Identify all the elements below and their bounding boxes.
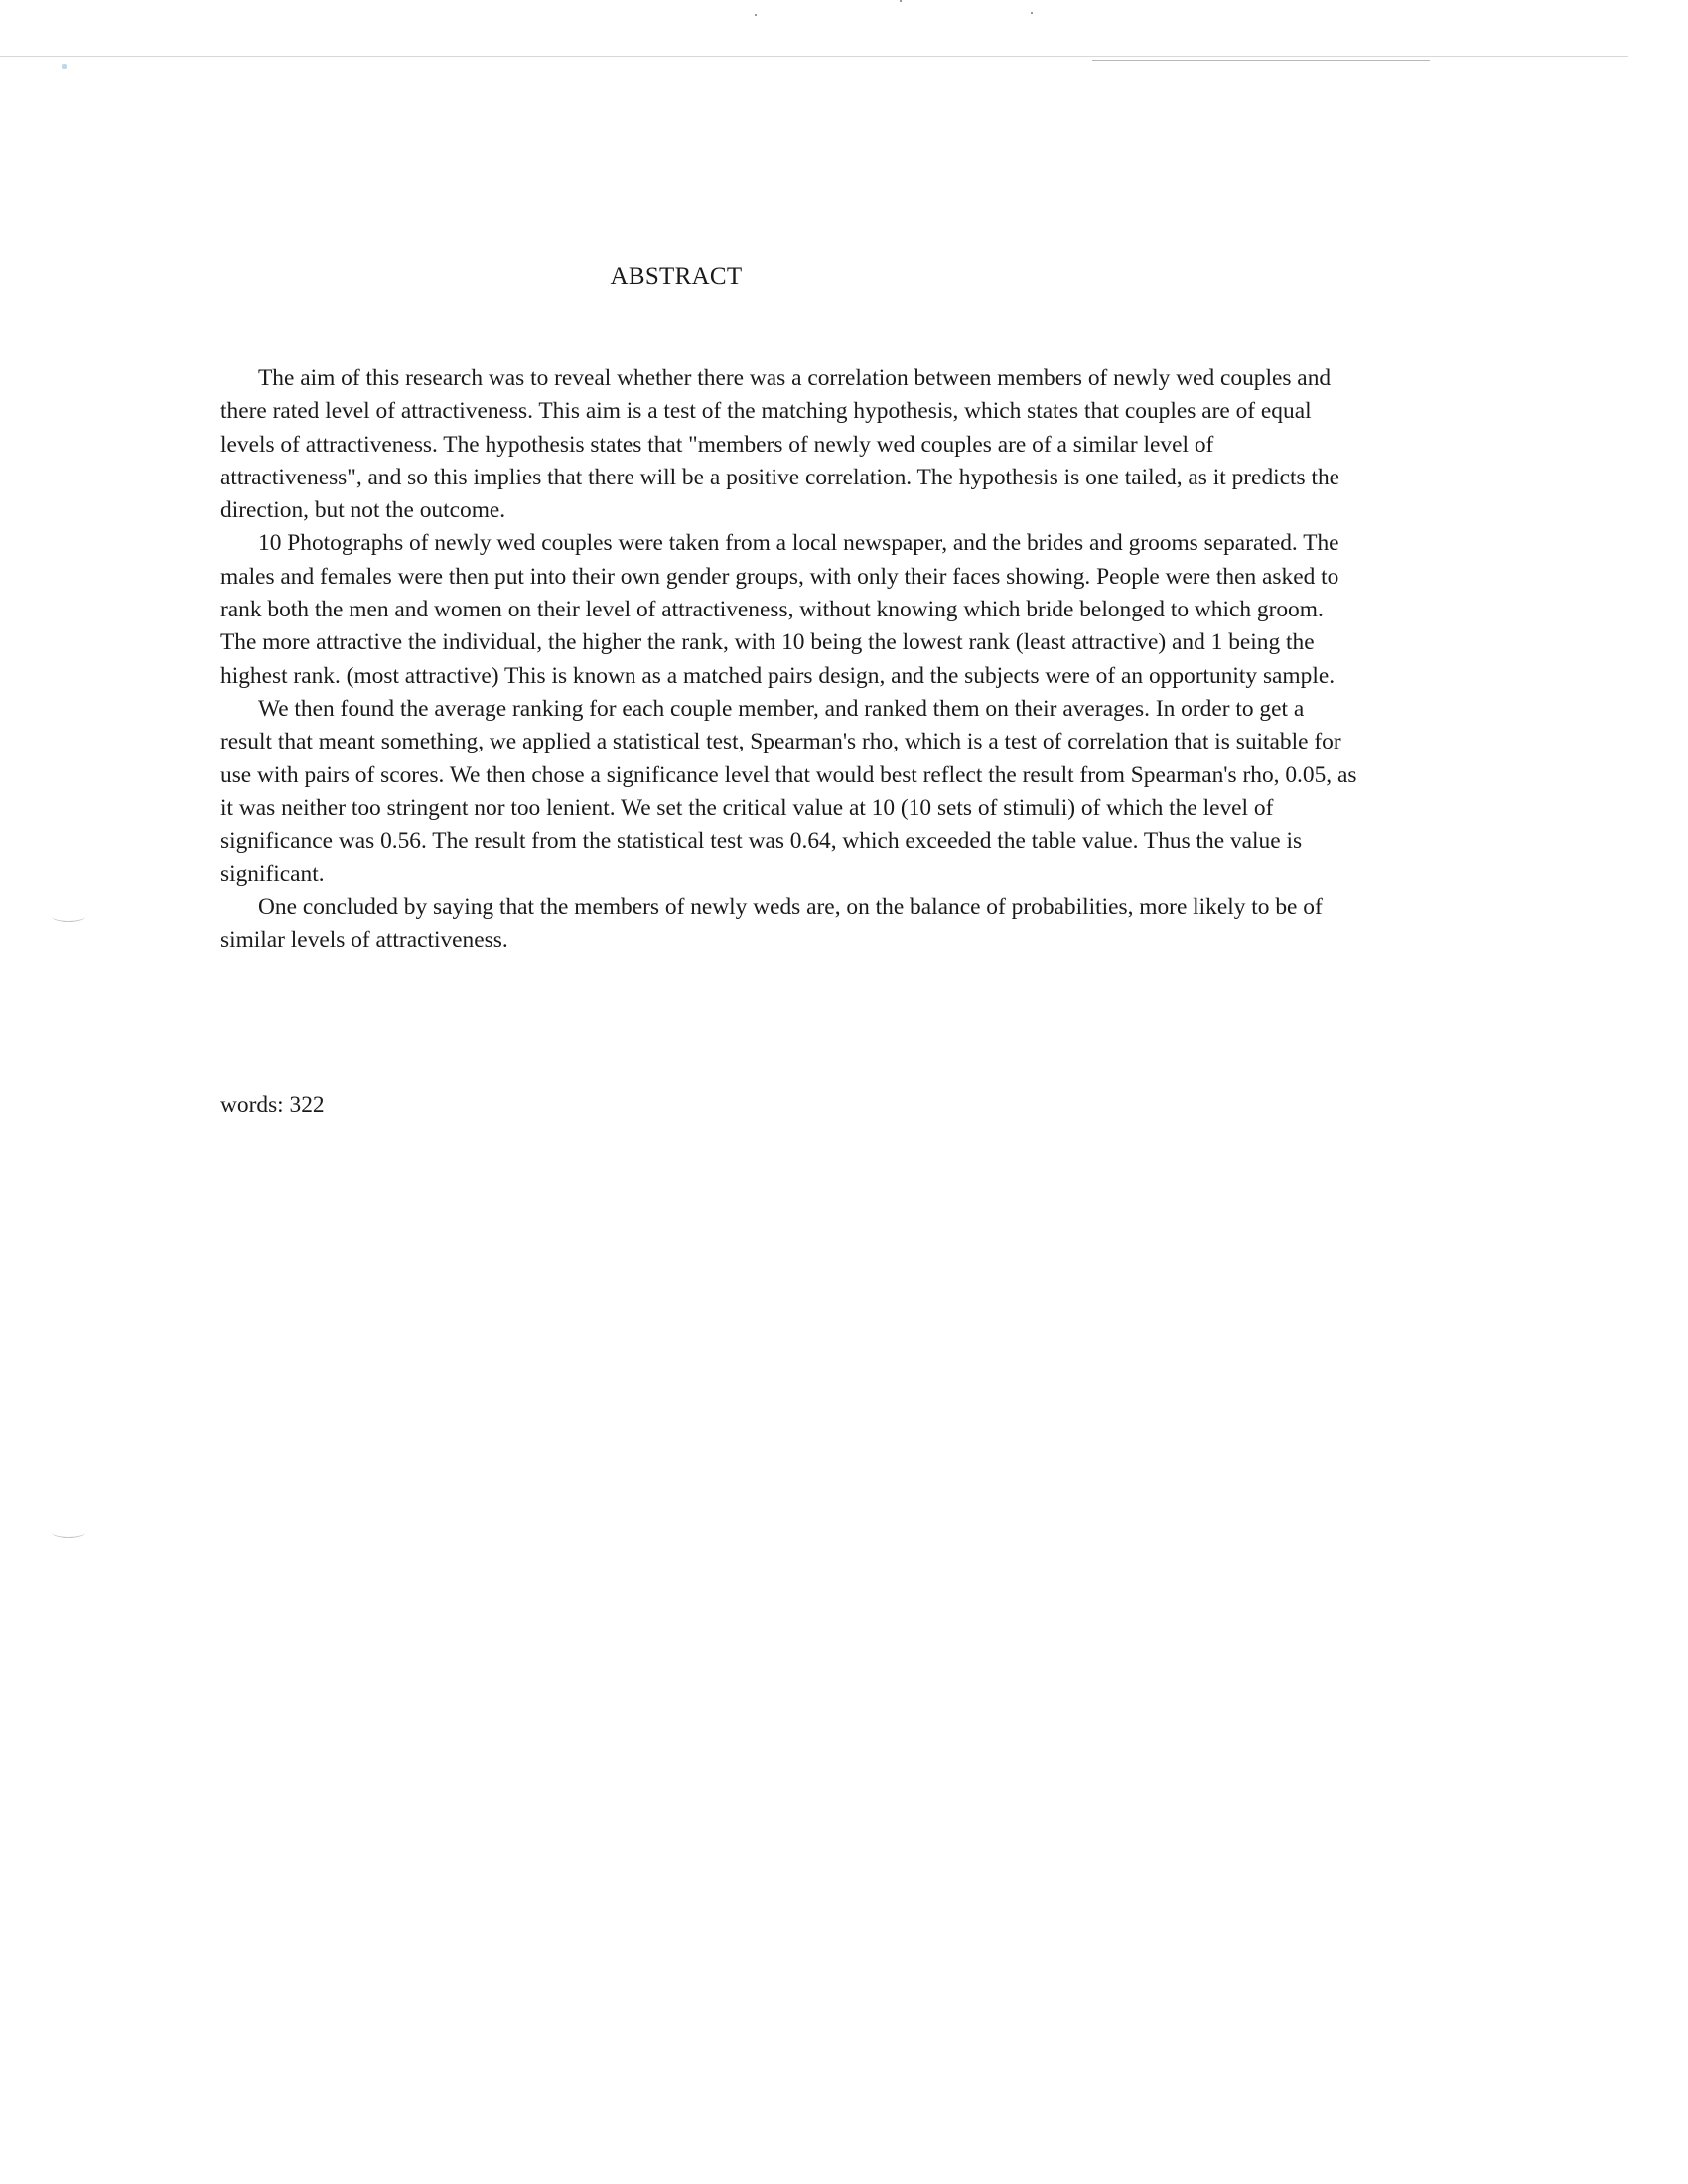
scan-speck [900, 0, 902, 2]
scan-edge-shadow [1092, 60, 1430, 61]
punch-hole-shadow [52, 1527, 85, 1538]
abstract-heading: ABSTRACT [610, 263, 743, 290]
scan-blue-mark [62, 64, 67, 69]
paragraph-method: 10 Photographs of newly wed couples were taken from a local newspaper, and the brides and grooms separated. The males and females were then put into their own gender groups, with only their faces showing. People were then asked to rank both the men and women on their level of attractiveness, without knowing which bride belonged to which groom. The more attractive the individual, the higher the rank, with 10 being the lowest rank (least attractive) and 1 being the highest rank. (most attractive) This is known as a matched pairs design, and the subjects were of an opportunity sample. [220, 530, 1339, 689]
scan-speck [755, 14, 757, 16]
scan-speck [1031, 12, 1033, 14]
punch-hole-shadow [52, 911, 85, 922]
scan-edge-line [0, 56, 1628, 57]
paragraph-aim: The aim of this research was to reveal whether there was a correlation between members of newly wed couples and there rated level of attractiveness. This aim is a test of the matching hypothesis, which states that couples are of equal levels of attractiveness. The hypothesis states that "members of newly wed couples are of a similar level of attractiveness", and so this implies that there will be a positive correlation. The hypothesis is one tailed, as it predicts the direction, but not the outcome. [220, 365, 1340, 524]
paragraph-conclusion: One concluded by saying that the members of newly weds are, on the balance of probabilities, more likely to be of similar levels of attractiveness. [220, 893, 1323, 954]
word-count: words: 322 [220, 1092, 325, 1118]
abstract-body [220, 362, 1360, 957]
paragraph-results: We then found the average ranking for each couple member, and ranked them on their averages. In order to get a result that meant something, we applied a statistical test, Spearman's rho, which is a test of correlation that is suitable for use with pairs of scores. We then chose a significance level that would best reflect the result from Spearman's rho, 0.05, as it was neither too stringent nor too lenient. We set the critical value at 10 (10 sets of stimuli) of which the level of significance was 0.56. The result from the statistical test was 0.64, which exceeded the table value. Thus the value is significant. [220, 695, 1357, 887]
